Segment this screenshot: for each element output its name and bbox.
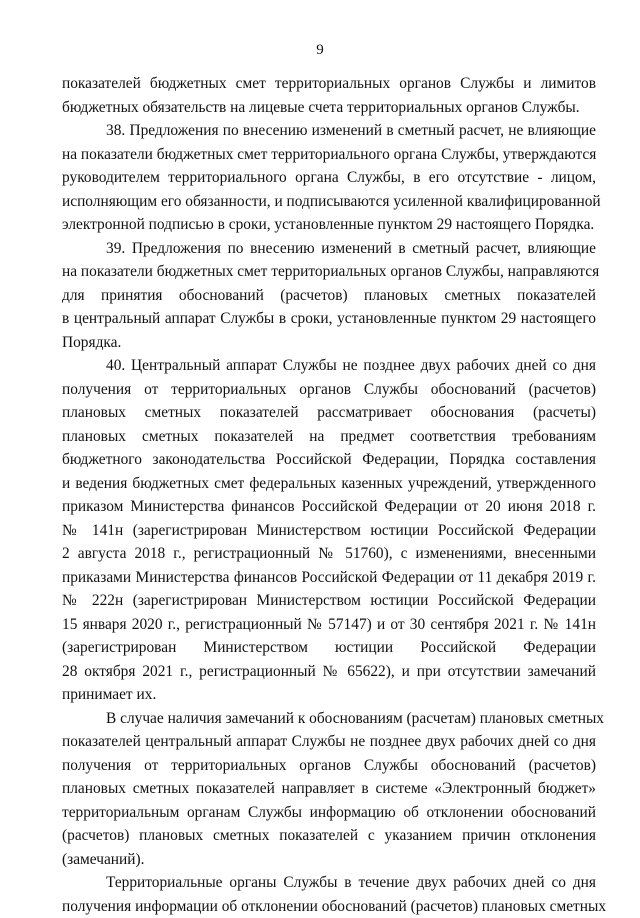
text-line: приказами Министерства финансов Российской Федерации от 11 декабря 2019 г. — [62, 568, 596, 586]
text-line: Территориальные органы Службы в течение двух рабочих дней со дня — [106, 874, 596, 891]
text-line: бюджетного законодательства Российской Федерации, Порядка составления — [62, 451, 596, 468]
text-line: принимает их. — [62, 686, 157, 703]
text-line: приказом Министерства финансов Российской Федерации от 20 июня 2018 г. — [62, 498, 596, 515]
text-line: на показатели бюджетных смет территориальных органов Службы, направляются — [62, 263, 600, 280]
text-line: 28 октября 2021 г., регистрационный № 65622), и при отсутствии замечаний — [62, 662, 596, 680]
text-line: исполняющим его обязанности, и подписываются усиленной квалифицированной — [62, 192, 601, 210]
text-line: (расчетов) плановых сметных показателей с указанием причин отклонения — [62, 827, 596, 844]
body-text — [62, 72, 607, 918]
text-line: (замечаний). — [62, 850, 145, 868]
text-line: (зарегистрирован Министерством юстиции Российской Федерации — [62, 639, 596, 656]
text-line: территориальным органам Службы информацию об отклонении обоснований — [62, 803, 596, 821]
paragraph — [62, 871, 607, 918]
text-line: 15 января 2020 г., регистрационный № 57147) и от 30 сентября 2021 г. № 141н — [62, 615, 596, 633]
text-line: 39. Предложения по внесению изменений в сметный расчет, влияющие — [106, 239, 596, 257]
text-line: плановых сметных показателей рассматривает обоснования (расчеты) — [62, 404, 596, 421]
text-line: 40. Центральный аппарат Службы не позднее двух рабочих дней со дня — [106, 357, 596, 374]
text-line: показателей бюджетных смет территориальных органов Службы и лимитов — [62, 75, 596, 92]
text-line: бюджетных обязательств на лицевые счета территориальных органов Службы. — [62, 98, 580, 116]
text-line: получения от территориальных органов Службы обоснований (расчетов) — [62, 756, 596, 774]
paragraph — [62, 72, 596, 119]
page-number: 9 — [316, 42, 324, 58]
text-line: электронной подписью в сроки, установленные пунктом 29 настоящего Порядка. — [62, 216, 595, 233]
paragraph — [62, 354, 596, 707]
text-line: и ведения бюджетных смет федеральных казенных учреждений, утвержденного — [62, 474, 596, 492]
text-line: показателей центральный аппарат Службы не позднее двух рабочих дней со дня — [62, 733, 596, 750]
text-line: 38. Предложения по внесению изменений в сметный расчет, не влияющие — [106, 122, 596, 139]
text-line: получения от территориальных органов Службы обоснований (расчетов) — [62, 380, 596, 398]
paragraph — [62, 119, 601, 237]
text-line: № 222н (зарегистрирован Министерством юстиции Российской Федерации — [62, 592, 596, 609]
text-line: на показатели бюджетных смет территориального органа Службы, утверждаются — [62, 145, 597, 163]
text-line: 2 августа 2018 г., регистрационный № 51760), с изменениями, внесенными — [62, 545, 596, 562]
text-line: в центральный аппарат Службы в сроки, установленные пунктом 29 настоящего — [62, 310, 596, 327]
text-line: получения информации об отклонении обоснований (расчетов) плановых сметных — [62, 897, 607, 915]
text-line: для принятия обоснований (расчетов) плановых сметных показателей — [62, 286, 596, 304]
text-line: № 141н (зарегистрирован Министерством юстиции Российской Федерации — [62, 521, 596, 539]
text-line: плановых сметных показателей на предмет соответствия требованиям — [62, 427, 596, 445]
paragraph — [62, 707, 604, 872]
text-line: В случае наличия замечаний к обоснованиям (расчетам) плановых сметных — [106, 709, 604, 727]
paragraph — [62, 237, 600, 355]
text-line: плановых сметных показателей направляет в системе «Электронный бюджет» — [62, 780, 596, 797]
text-line: Порядка. — [62, 333, 122, 351]
text-line: руководителем территориального органа Службы, в его отсутствие - лицом, — [62, 169, 596, 186]
